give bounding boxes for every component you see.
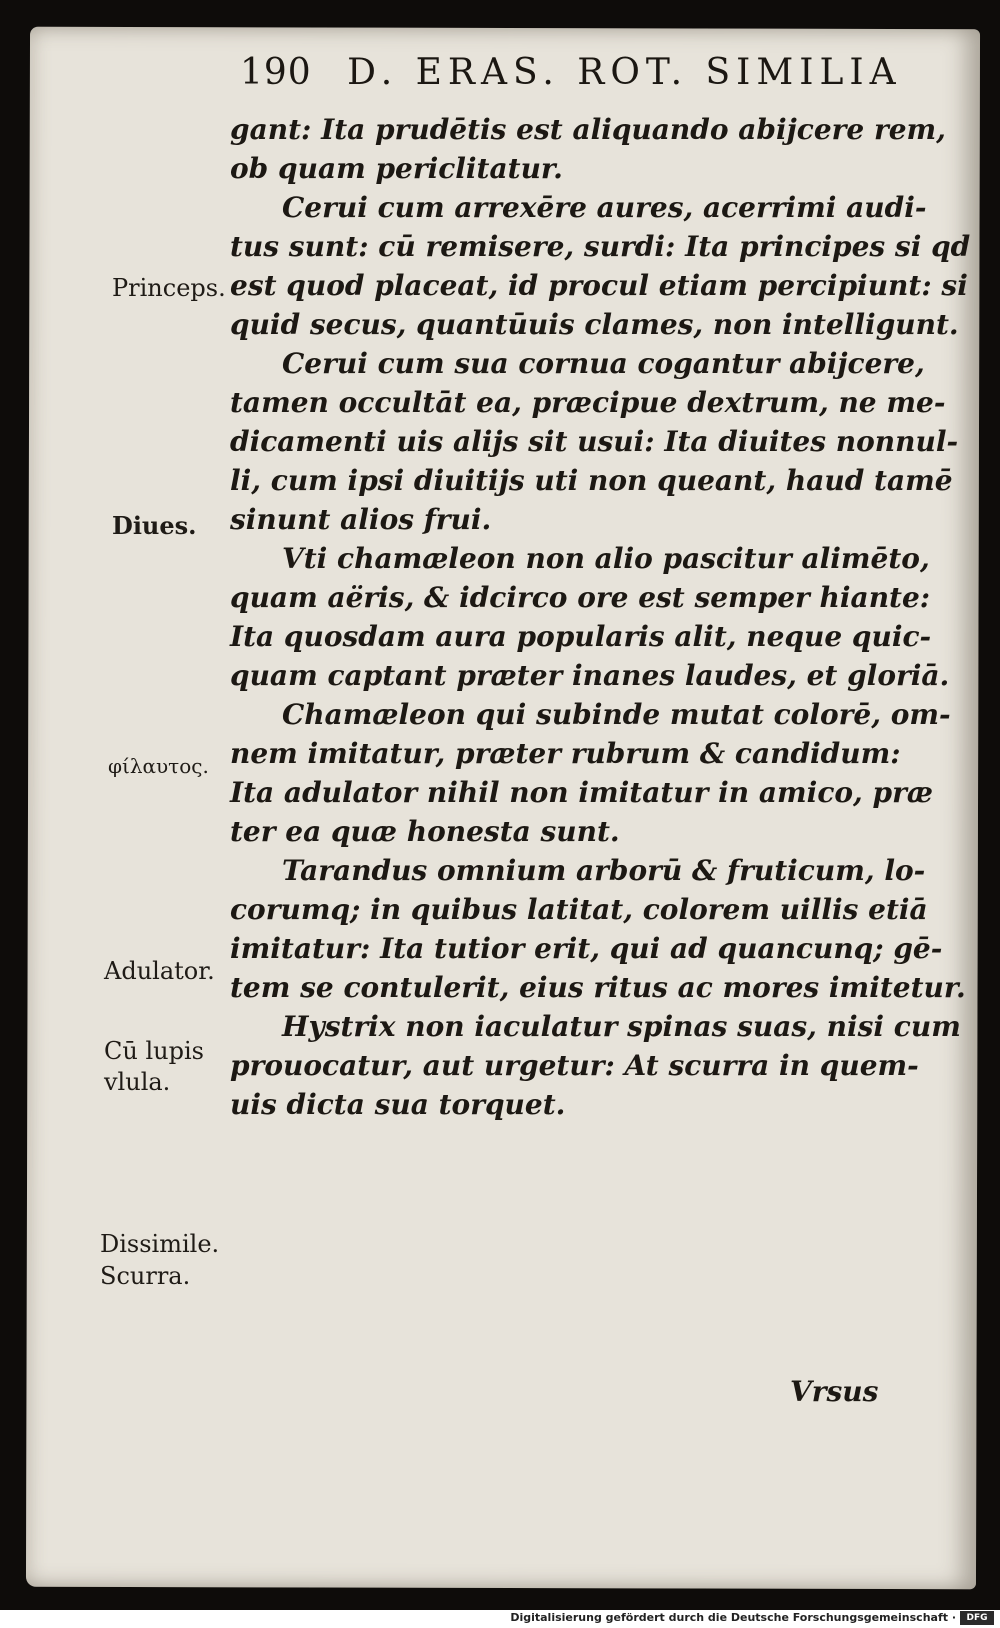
text-line: imitatur: Ita tutior erit, qui ad quancunq; gē- xyxy=(230,932,943,965)
text-line: Tarandus omnium arborū & fruticum, lo- xyxy=(282,854,926,887)
margin-note-ulula: vlula. xyxy=(104,1068,171,1096)
page-number: 190 xyxy=(240,52,312,93)
text-line: corumq; in quibus latitat, colorem uillis etiā xyxy=(230,893,928,926)
text-line: tem se contulerit, eius ritus ac mores imitetur. xyxy=(230,971,966,1004)
text-line: Ita adulator nihil non imitatur in amico, præ xyxy=(230,776,933,809)
running-header xyxy=(240,52,902,93)
text-line: Cerui cum arrexēre aures, acerrimi audi- xyxy=(282,191,927,224)
text-line: nem imitatur, præter rubrum & candidum: xyxy=(230,737,901,770)
text-line: quam captant præter inanes laudes, et gloriā. xyxy=(230,659,950,692)
running-title: D. ERAS. ROT. SIMILIA xyxy=(347,52,902,93)
text-line: tus sunt: cū remisere, surdi: Ita principes si qd xyxy=(230,230,971,263)
text-line: tamen occultāt ea, præcipue dextrum, ne me- xyxy=(230,386,946,419)
margin-note-dissimile: Dissimile. xyxy=(100,1230,220,1258)
margin-note-scurra: Scurra. xyxy=(100,1262,191,1290)
digitization-credit: Digitalisierung gefördert durch die Deutsche Forschungsgemeinschaft · xyxy=(510,1611,956,1624)
text-line: prouocatur, aut urgetur: At scurra in quem- xyxy=(230,1049,919,1082)
text-line: ter ea quæ honesta sunt. xyxy=(230,815,620,848)
text-line: est quod placeat, id procul etiam percipiunt: si xyxy=(230,269,968,302)
margin-note-princeps: Princeps. xyxy=(112,274,226,302)
text-line: Hystrix non iaculatur spinas suas, nisi cum xyxy=(282,1010,961,1043)
text-line: Chamæleon qui subinde mutat colorē, om- xyxy=(282,698,951,731)
margin-note-cum-lupis: Cū lupis xyxy=(104,1037,204,1065)
margin-note-diues: Diues. xyxy=(112,511,197,540)
catchword: Vrsus xyxy=(790,1375,879,1408)
dfg-logo-icon: DFG xyxy=(960,1611,994,1625)
text-line: gant: Ita prudētis est aliquando abijcere rem, xyxy=(230,113,946,146)
text-line: sinunt alios frui. xyxy=(230,503,492,536)
text-line: Vti chamæleon non alio pascitur alimēto, xyxy=(282,542,930,575)
text-line: quid secus, quantūuis clames, non intelligunt. xyxy=(230,308,959,341)
text-line: li, cum ipsi diuitijs uti non queant, haud tamē xyxy=(230,464,953,497)
margin-note-philautos: φίλαυτος. xyxy=(108,754,209,778)
text-line: Cerui cum sua cornua cogantur abijcere, xyxy=(282,347,925,380)
body-text xyxy=(230,110,971,1124)
text-line: dicamenti uis alijs sit usui: Ita diuites nonnul- xyxy=(230,425,959,458)
text-line: quam aëris, & idcirco ore est semper hiante: xyxy=(230,581,931,614)
text-line: uis dicta sua torquet. xyxy=(230,1088,566,1121)
margin-note-adulator: Adulator. xyxy=(104,957,215,985)
text-line: ob quam periclitatur. xyxy=(230,152,563,185)
text-line: Ita quosdam aura popularis alit, neque quic- xyxy=(230,620,932,653)
